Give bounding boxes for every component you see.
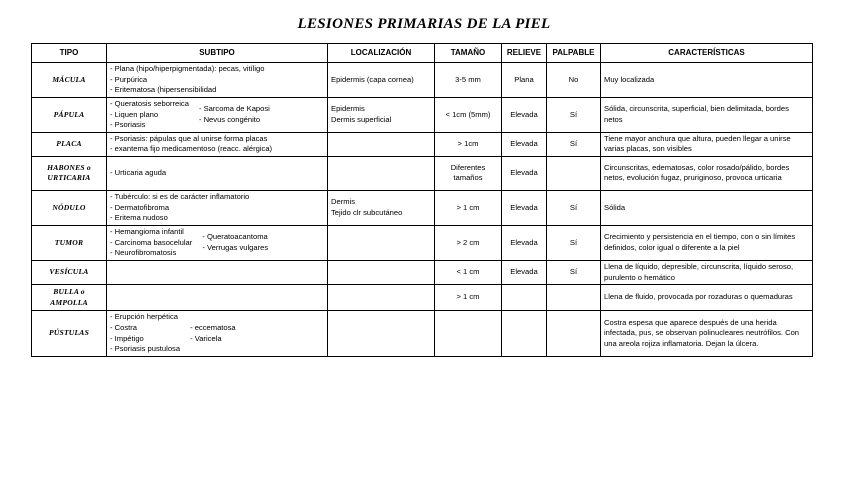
- tamano-cell: [435, 311, 502, 357]
- localizacion-cell: [328, 98, 435, 133]
- subtipo-cell: [107, 260, 328, 284]
- table-row: [32, 190, 813, 225]
- subtipo-item: - Urticaria aguda: [110, 168, 167, 178]
- localizacion-line: Dermis: [331, 197, 356, 207]
- subtipo-main-list: [110, 64, 265, 96]
- subtipo-item: - Dermatofibroma: [110, 202, 170, 212]
- caracteristicas-cell: Crecimiento y persistencia en el tiempo, con o sin límites definidos, color igual o diferente a la piel: [601, 225, 813, 260]
- subtipo-side-list: [199, 104, 270, 125]
- caracteristicas-cell: Costra espesa que aparece después de una herida infectada, pus, se observan polinucleares neutrófilos. Con una areola rojiza inflamatoria. Dejan la úlcera.: [601, 311, 813, 357]
- subtipo-item: - Nevus congénito: [198, 114, 261, 124]
- relieve-cell: [502, 311, 547, 357]
- header-palpable: PALPABLE: [547, 44, 601, 63]
- localizacion-line: Tejido clr subcutáneo: [331, 207, 403, 217]
- palpable-cell: Sí: [547, 260, 601, 284]
- tamano-line: Diferentes: [450, 162, 486, 172]
- tamano-line: tamaños: [453, 173, 483, 183]
- tamano-line: > 1cm: [457, 139, 479, 149]
- subtipo-item: - Tubérculo: si es de carácter inflamatorio: [110, 192, 250, 202]
- tamano-cell: [435, 98, 502, 133]
- subtipo-item: - Neurofibromatosis: [110, 248, 177, 258]
- subtipo-list: [110, 134, 324, 155]
- localizacion-line: Epidermis: [331, 104, 365, 114]
- subtipo-main-list: [110, 227, 192, 259]
- header-tamano: TAMAÑO: [435, 44, 502, 63]
- subtipo-cell: [107, 285, 328, 311]
- table-row: [32, 311, 813, 357]
- tamano-line: < 1 cm: [456, 267, 480, 277]
- palpable-cell: Sí: [547, 190, 601, 225]
- tamano-line: 3-5 mm: [455, 74, 481, 84]
- subtipo-item: - Queratosis seborreica: [110, 99, 189, 108]
- table-row: [32, 98, 813, 133]
- table-row: [32, 63, 813, 98]
- subtipo-main-list: [110, 168, 166, 179]
- table-row: [32, 156, 813, 190]
- palpable-cell: Sí: [547, 132, 601, 156]
- subtipo-item: - Eritematosa (hipersensibilidad: [110, 85, 217, 95]
- subtipo-main-list: [110, 99, 189, 131]
- lesiones-table: [31, 43, 813, 357]
- subtipo-item: - Psoriasis: pápulas que al unirse forma placas: [110, 133, 268, 143]
- tamano-line: > 1 cm: [456, 202, 480, 212]
- table-row: [32, 285, 813, 311]
- tipo-cell: VESÍCULA: [32, 260, 107, 284]
- subtipo-main-list: [110, 134, 272, 155]
- header-relieve: RELIEVE: [502, 44, 547, 63]
- relieve-cell: Elevada: [502, 132, 547, 156]
- relieve-cell: Elevada: [502, 260, 547, 284]
- caracteristicas-cell: Sólida: [601, 190, 813, 225]
- table-row: [32, 225, 813, 260]
- tamano-cell: [435, 285, 502, 311]
- subtipo-item: - Psoriasis: [110, 120, 146, 130]
- subtipo-item: - Purpúrica: [110, 74, 148, 84]
- tipo-cell: TUMOR: [32, 225, 107, 260]
- tipo-cell: PÁPULA: [32, 98, 107, 133]
- subtipo-item: - Psoriasis pustulosa: [110, 344, 181, 354]
- subtipo-item: - Erupción herpética: [110, 312, 178, 322]
- subtipo-item: - Queratoacantoma: [202, 232, 268, 242]
- subtipo-cell: [107, 156, 328, 190]
- relieve-cell: Elevada: [502, 98, 547, 133]
- subtipo-item: - Carcinoma basocelular: [110, 237, 193, 247]
- tipo-cell: HABONES o URTICARIA: [32, 156, 107, 190]
- tamano-line: > 1 cm: [456, 292, 480, 302]
- tipo-cell: PLACA: [32, 132, 107, 156]
- palpable-cell: [547, 311, 601, 357]
- subtipo-main-list: [110, 192, 249, 224]
- subtipo-list: [110, 99, 324, 131]
- tipo-cell: BULLA o AMPOLLA: [32, 285, 107, 311]
- localizacion-cell: [328, 190, 435, 225]
- relieve-cell: Elevada: [502, 190, 547, 225]
- caracteristicas-cell: Llena de líquido, depresible, circunscrita, líquido seroso, purulento o hemático: [601, 260, 813, 284]
- caracteristicas-cell: Llena de fluido, provocada por rozaduras o quemaduras: [601, 285, 813, 311]
- subtipo-side-list: [190, 323, 236, 344]
- caracteristicas-cell: Muy localizada: [601, 63, 813, 98]
- table-row: [32, 260, 813, 284]
- subtipo-cell: [107, 225, 328, 260]
- subtipo-list: [110, 312, 324, 354]
- subtipo-list: [110, 64, 324, 96]
- subtipo-cell: [107, 98, 328, 133]
- localizacion-line: Epidermis (capa cornea): [331, 74, 414, 84]
- subtipo-item: - Eritema nudoso: [110, 213, 168, 223]
- tipo-cell: NÓDULO: [32, 190, 107, 225]
- subtipo-item: - Plana (hipo/hiperpigmentada): pecas, vitíligo: [110, 64, 265, 74]
- subtipo-list: [110, 168, 324, 179]
- localizacion-cell: [328, 225, 435, 260]
- localizacion-cell: [328, 156, 435, 190]
- tamano-cell: [435, 225, 502, 260]
- tamano-line: > 2 cm: [456, 237, 480, 247]
- subtipo-side-list: [202, 232, 268, 253]
- relieve-cell: Elevada: [502, 156, 547, 190]
- caracteristicas-cell: Sólida, circunscrita, superficial, bien delimitada, bordes netos: [601, 98, 813, 133]
- subtipo-list: [110, 192, 324, 224]
- localizacion-cell: [328, 63, 435, 98]
- palpable-cell: [547, 156, 601, 190]
- subtipo-item: - exantema fijo medicamentoso (reacc. alérgica): [110, 144, 273, 154]
- subtipo-item: - Varicela: [190, 333, 222, 343]
- subtipo-main-list: [110, 312, 180, 354]
- tamano-cell: [435, 132, 502, 156]
- caracteristicas-cell: Tiene mayor anchura que altura, pueden llegar a unirse varias placas, son visibles: [601, 132, 813, 156]
- subtipo-item: - eccematosa: [190, 323, 236, 333]
- header-caracteristicas: CARACTERÍSTICAS: [601, 44, 813, 63]
- subtipo-list: [110, 227, 324, 259]
- subtipo-item: - Hemangioma infantil: [110, 227, 184, 237]
- palpable-cell: [547, 285, 601, 311]
- caracteristicas-cell: Circunscritas, edematosas, color rosado/pálido, bordes netos, evolución fugaz, pruriginoso, provoca urticaria: [601, 156, 813, 190]
- tamano-cell: [435, 63, 502, 98]
- tamano-line: < 1cm (5mm): [445, 109, 491, 119]
- localizacion-cell: [328, 311, 435, 357]
- localizacion-cell: [328, 132, 435, 156]
- table-row: [32, 132, 813, 156]
- localizacion-cell: [328, 260, 435, 284]
- tamano-cell: [435, 156, 502, 190]
- subtipo-item: - Impétigo: [110, 333, 144, 343]
- tamano-cell: [435, 260, 502, 284]
- table-body: [32, 63, 813, 357]
- header-row: [32, 44, 813, 63]
- tipo-cell: MÁCULA: [32, 63, 107, 98]
- header-localizacion: LOCALIZACIÓN: [328, 44, 435, 63]
- tipo-cell: PÚSTULAS: [32, 311, 107, 357]
- subtipo-cell: [107, 190, 328, 225]
- localizacion-cell: [328, 285, 435, 311]
- localizacion-line: Dermis superficial: [331, 114, 392, 124]
- subtipo-cell: [107, 132, 328, 156]
- tamano-cell: [435, 190, 502, 225]
- header-subtipo: SUBTIPO: [107, 44, 328, 63]
- relieve-cell: [502, 285, 547, 311]
- relieve-cell: Plana: [502, 63, 547, 98]
- palpable-cell: No: [547, 63, 601, 98]
- palpable-cell: Sí: [547, 98, 601, 133]
- document-title: LESIONES PRIMARIAS DE LA PIEL: [297, 16, 551, 32]
- subtipo-item: - Sarcoma de Kaposi: [198, 104, 270, 114]
- subtipo-cell: [107, 63, 328, 98]
- relieve-cell: Elevada: [502, 225, 547, 260]
- subtipo-item: - Verrugas vulgares: [202, 242, 269, 252]
- header-tipo: TIPO: [32, 44, 107, 63]
- subtipo-item: - Costra: [110, 323, 138, 333]
- palpable-cell: Sí: [547, 225, 601, 260]
- subtipo-cell: [107, 311, 328, 357]
- subtipo-item: - Liquen plano: [110, 109, 159, 119]
